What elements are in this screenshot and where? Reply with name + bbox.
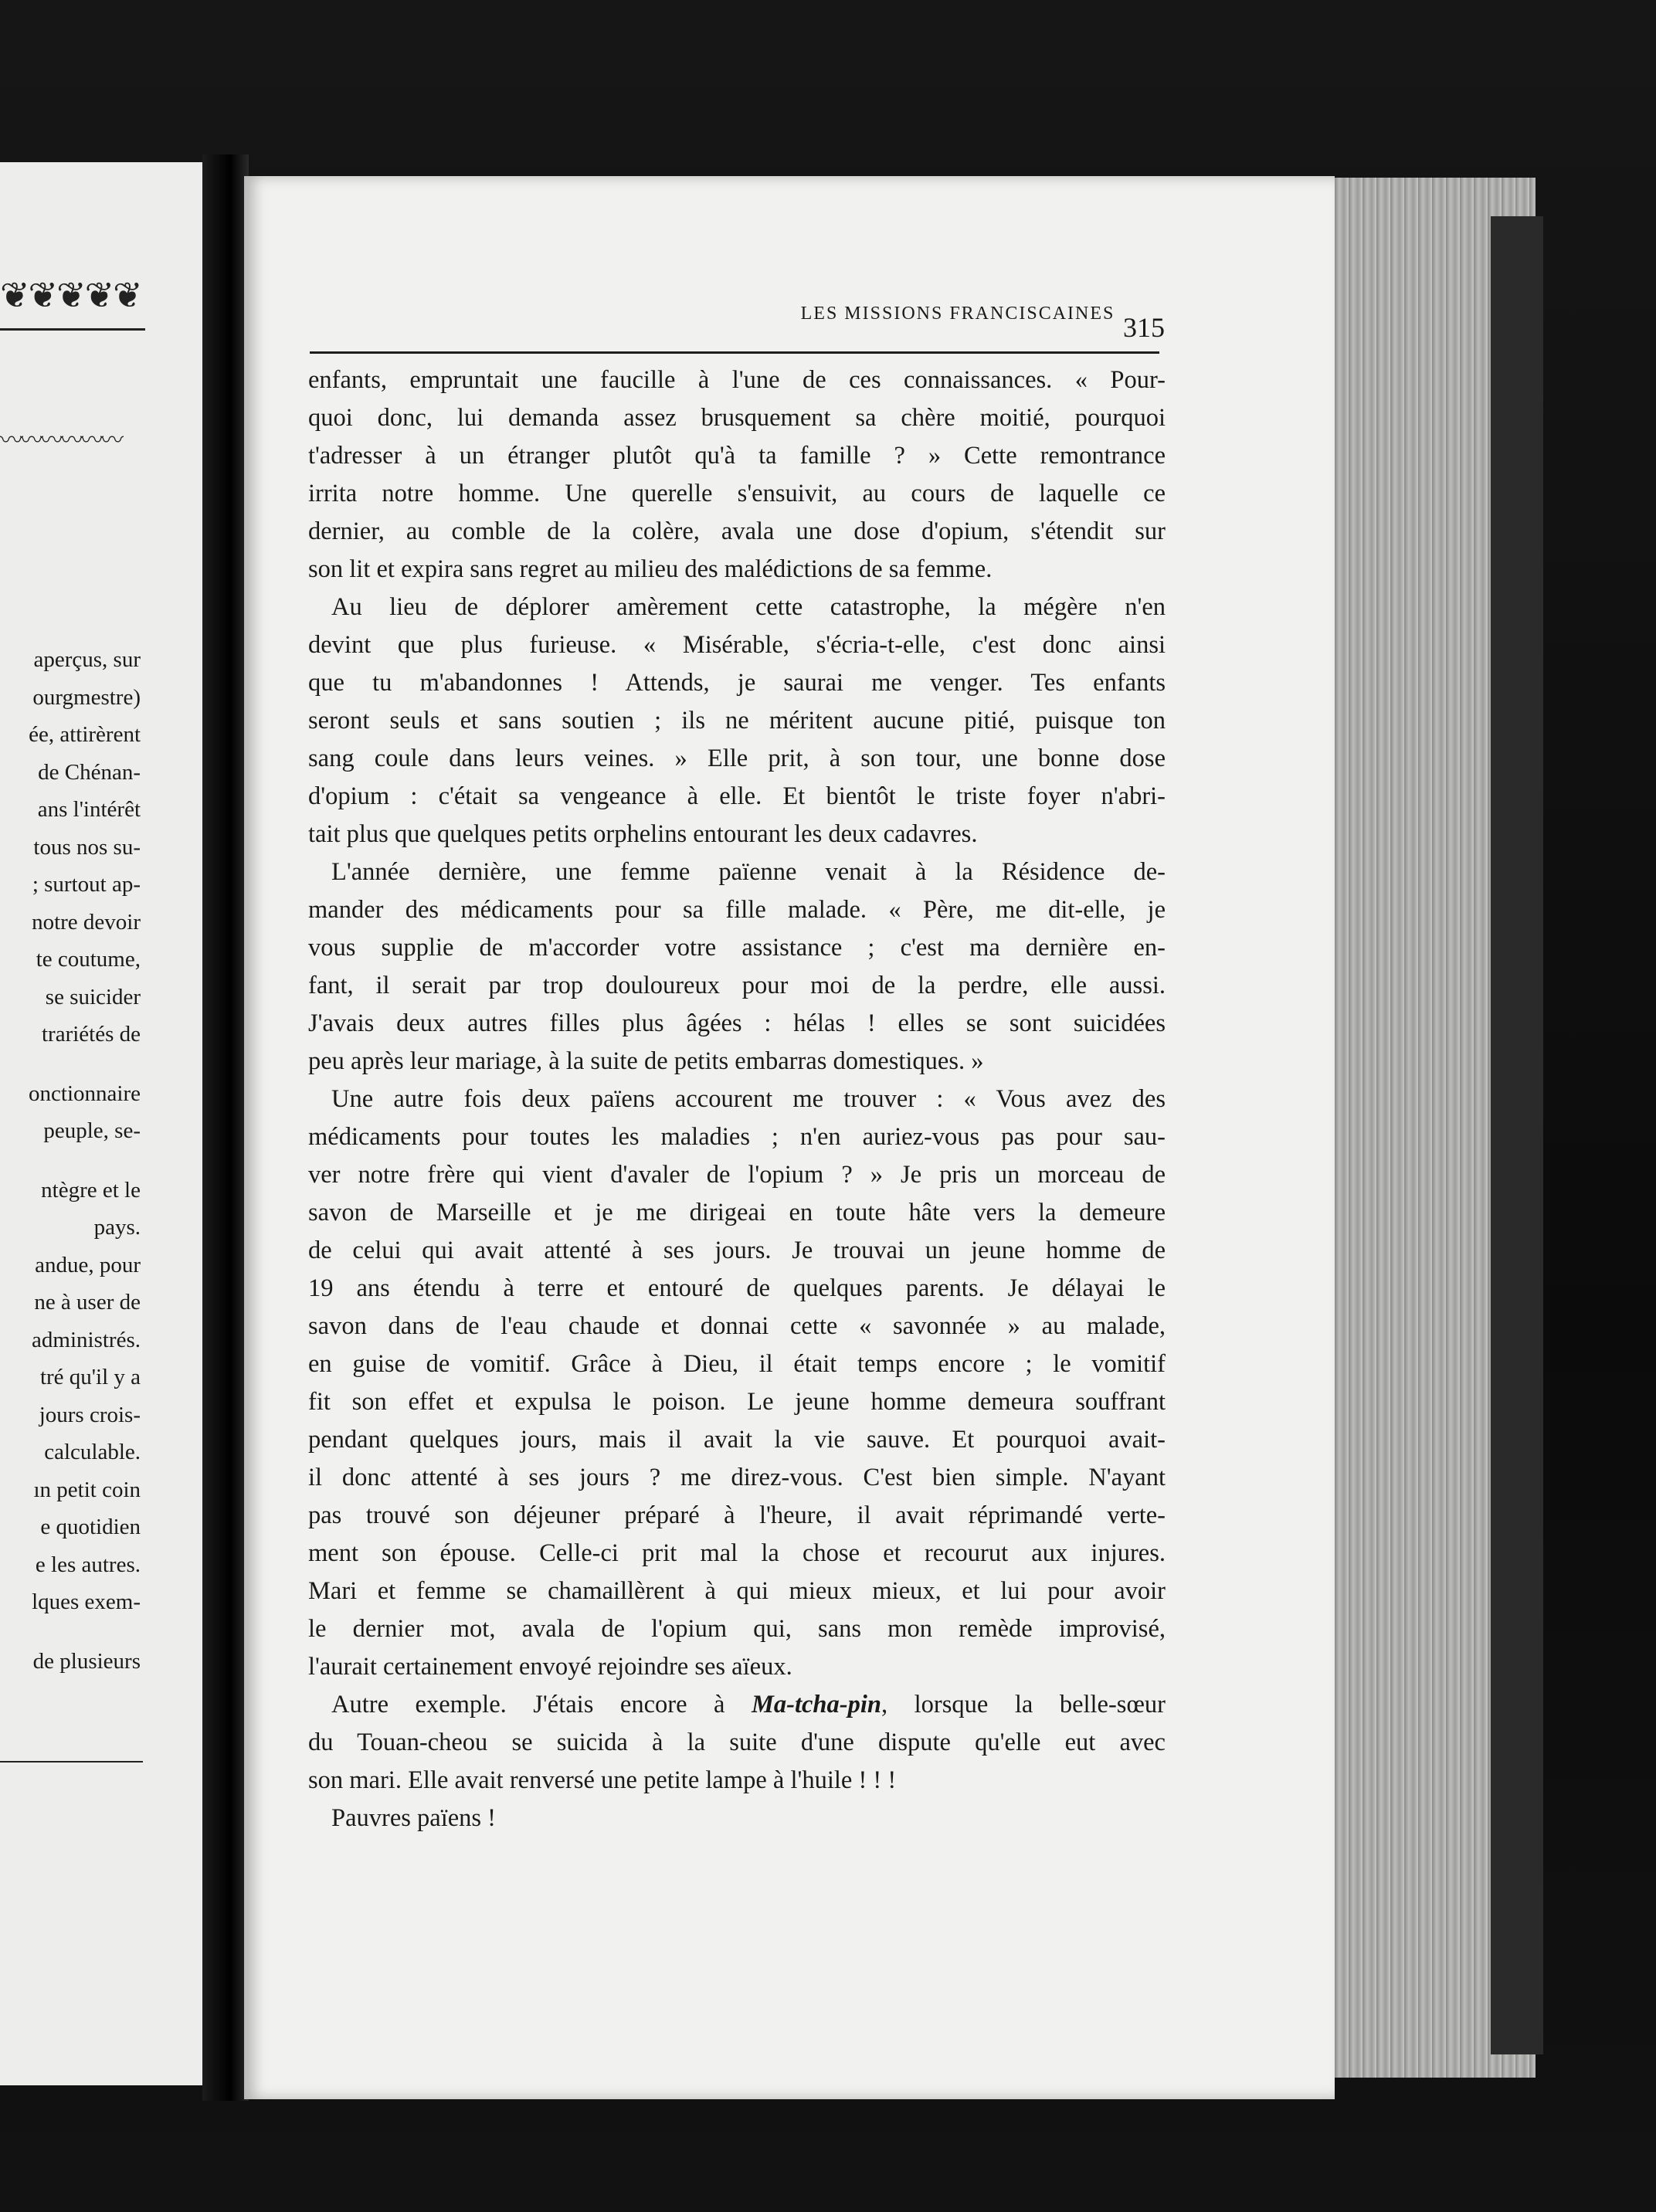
running-head: LES MISSIONS FRANCISCAINES xyxy=(800,304,1115,324)
text-line: du Touan-cheou se suicida à la suite d'une dispute qu'elle eut avec xyxy=(308,1729,1166,1756)
text-line: Une autre fois deux païens accourent me trouver : « Vous avez des xyxy=(331,1085,1166,1113)
text-line: quoi donc, lui demanda assez brusquement sa chère moitié, pourquoi xyxy=(308,404,1166,432)
body-text xyxy=(308,361,1166,1837)
text-line: enfants, empruntait une faucille à l'une de ces connaissances. « Pour- xyxy=(308,366,1166,394)
left-page-line: trariétés de xyxy=(41,1022,141,1047)
text-line: tait plus que quelques petits orphelins entourant les deux cadavres. xyxy=(308,820,978,848)
text-line: le dernier mot, avala de l'opium qui, sans mon remède improvisé, xyxy=(308,1615,1166,1643)
left-facing-page xyxy=(0,162,218,2085)
left-page-line: de plusieurs xyxy=(32,1648,141,1674)
text-line: son mari. Elle avait renversé une petite lampe à l'huile ! ! ! xyxy=(308,1766,897,1794)
text-line: irrita notre homme. Une querelle s'ensuivit, au cours de laquelle ce xyxy=(308,480,1166,507)
text-line xyxy=(308,1686,1166,1724)
left-page-line: tré qu'il y a xyxy=(39,1365,141,1389)
left-page-line: calculable. xyxy=(44,1440,141,1464)
text-line: l'aurait certainement envoyé rejoindre ses aïeux. xyxy=(308,1653,792,1681)
left-page-line: te coutume, xyxy=(36,947,141,972)
decorative-border-ornament: ❦❦❦❦❦ xyxy=(0,276,141,315)
text-line: Au lieu de déplorer amèrement cette catastrophe, la mégère n'en xyxy=(331,593,1166,621)
text-line: ment son épouse. Celle-ci prit mal la chose et recourut aux injures. xyxy=(308,1539,1166,1567)
footnote-rule xyxy=(0,1761,143,1762)
text-line: il donc attenté à ses jours ? me direz-vous. C'est bien simple. N'ayant xyxy=(308,1464,1166,1491)
place-name: Ma-tcha-pin xyxy=(752,1691,881,1718)
ornament-rule xyxy=(0,328,145,331)
text-line: 19 ans étendu à terre et entouré de quelques parents. Je délayai le xyxy=(308,1274,1166,1302)
book-cover-edge xyxy=(1491,216,1543,2054)
left-page-line: ée, attirèrent xyxy=(29,722,141,747)
text-line: sang coule dans leurs veines. » Elle prit, à son tour, une bonne dose xyxy=(308,745,1166,772)
left-page-line: ne à user de xyxy=(34,1290,141,1315)
text-line: ver notre frère qui vient d'avaler de l'opium ? » Je pris un morceau de xyxy=(308,1161,1166,1189)
left-page-line: onctionnaire xyxy=(29,1081,141,1106)
left-page-line xyxy=(0,1150,141,1172)
left-page-line: notre devoir xyxy=(32,909,141,935)
left-page-line xyxy=(0,1053,141,1075)
left-page-text xyxy=(0,641,141,1680)
text-line: fit son effet et expulsa le poison. Le jeune homme demeura souffrant xyxy=(308,1388,1166,1416)
text-line: mander des médicaments pour sa fille malade. « Père, me dit-elle, je xyxy=(308,896,1166,924)
left-page-line: ın petit coin xyxy=(33,1477,141,1502)
text-line: savon dans de l'eau chaude et donnai cette « savonnée » au malade, xyxy=(308,1312,1166,1340)
book-gutter xyxy=(202,154,249,2101)
text-line: en guise de vomitif. Grâce à Dieu, il était temps encore ; le vomitif xyxy=(308,1350,1166,1378)
left-page-line: se suicider xyxy=(45,984,141,1009)
left-page-line: ; surtout ap- xyxy=(32,872,141,897)
left-page-line: peuple, se- xyxy=(43,1118,141,1143)
left-page-line xyxy=(0,1621,141,1643)
right-page xyxy=(244,176,1335,2099)
left-page-line: administrés. xyxy=(32,1327,141,1352)
text-line: vous supplie de m'accorder votre assistance ; c'est ma dernière en- xyxy=(308,934,1166,962)
left-page-line: andue, pour xyxy=(35,1252,141,1277)
text-line: pendant quelques jours, mais il avait la vie sauve. Et pourquoi avait- xyxy=(308,1426,1166,1454)
text-line: devint que plus furieuse. « Misérable, s'écria-t-elle, c'est donc ainsi xyxy=(308,631,1166,659)
left-page-line: tous nos su- xyxy=(33,834,141,860)
text-line: que tu m'abandonnes ! Attends, je saurai me venger. Tes enfants xyxy=(308,669,1166,697)
left-page-line: lques exem- xyxy=(32,1589,141,1614)
left-page-line: ourgmestre) xyxy=(32,684,141,710)
left-page-line: pays. xyxy=(93,1215,141,1240)
left-page-line: ans l'intérêt xyxy=(37,797,141,822)
text-line: son lit et expira sans regret au milieu des malédictions de sa femme. xyxy=(308,555,993,583)
text-line: J'avais deux autres filles plus âgées : hélas ! elles se sont suicidées xyxy=(308,1009,1166,1037)
left-page-line: jours crois- xyxy=(39,1402,141,1427)
text-line: t'adresser à un étranger plutôt qu'à ta famille ? » Cette remontrance xyxy=(308,442,1166,470)
text-line: Pauvres païens ! xyxy=(331,1804,496,1832)
text-line: seront seuls et sans soutien ; ils ne méritent aucune pitié, puisque ton xyxy=(308,707,1166,735)
text-line: savon de Marseille et je me dirigeai en toute hâte vers la demeure xyxy=(308,1199,1166,1226)
text-line: peu après leur mariage, à la suite de petits embarras domestiques. » xyxy=(308,1047,984,1075)
text-line: dernier, au comble de la colère, avala une dose d'opium, s'étendit sur xyxy=(308,517,1166,545)
text-segment: , lorsque la belle-sœur xyxy=(881,1691,1166,1718)
left-page-line: aperçus, sur xyxy=(33,647,141,672)
text-line: fant, il serait par trop douloureux pour moi de la perdre, elle aussi. xyxy=(308,972,1166,999)
page-number: 315 xyxy=(1123,312,1165,343)
left-page-line: ntègre et le xyxy=(41,1177,141,1203)
text-line: pas trouvé son déjeuner préparé à l'heure, il avait réprimandé verte- xyxy=(308,1501,1166,1529)
header-rule xyxy=(310,351,1159,354)
left-page-line: e les autres. xyxy=(35,1552,141,1577)
text-line: L'année dernière, une femme païenne venait à la Résidence de- xyxy=(331,858,1166,886)
text-segment: Autre exemple. J'étais encore à xyxy=(331,1691,752,1718)
text-line: d'opium : c'était sa vengeance à elle. Et bientôt le triste foyer n'abri- xyxy=(308,782,1166,810)
left-page-line: e quotidien xyxy=(40,1515,141,1539)
text-line: Mari et femme se chamaillèrent à qui mieux mieux, et lui pour avoir xyxy=(308,1577,1166,1605)
text-line: médicaments pour toutes les maladies ; n'en auriez-vous pas pour sau- xyxy=(308,1123,1166,1151)
decorative-wave-ornament: 〰〰〰〰〰〰 xyxy=(0,428,120,453)
left-page-line: de Chénan- xyxy=(38,759,141,785)
text-line: de celui qui avait attenté à ses jours. Je trouvai un jeune homme de xyxy=(308,1237,1166,1264)
